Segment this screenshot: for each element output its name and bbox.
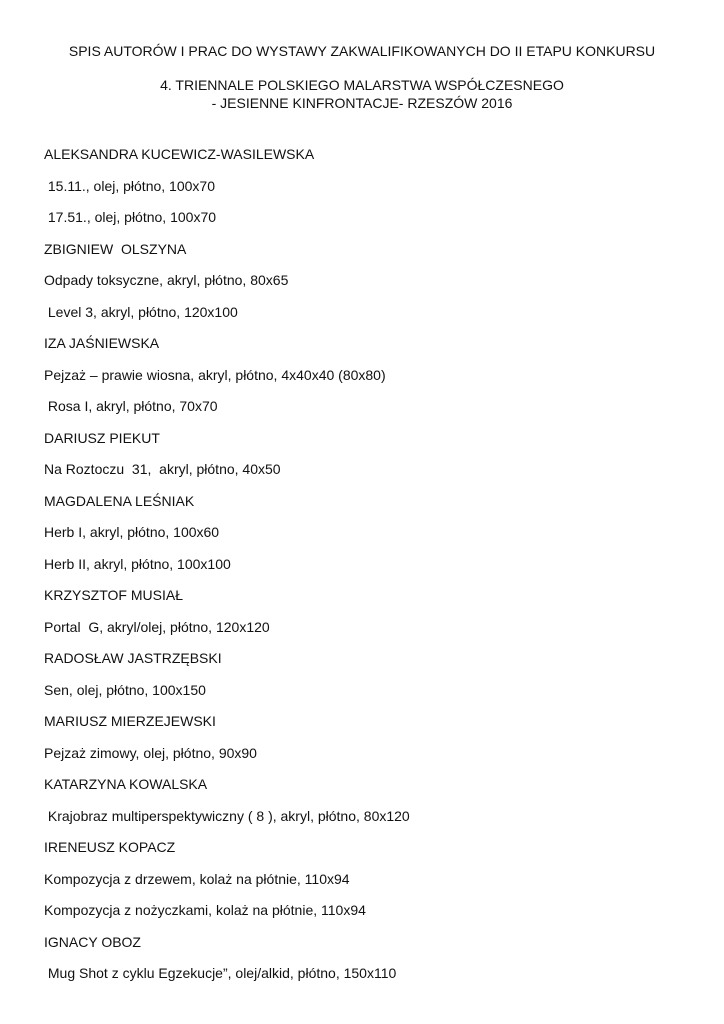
artwork-entry: Herb I, akryl, płótno, 100x60 — [44, 524, 220, 540]
artwork-entry: Na Roztoczu 31, akryl, płótno, 40x50 — [44, 461, 281, 477]
author-name: MAGDALENA LEŚNIAK — [44, 492, 195, 509]
document-subtitle-line2: - JESIENNE KINFRONTACJE- RZESZÓW 2016 — [211, 95, 513, 111]
author-name: RADOSŁAW JASTRZĘBSKI — [44, 650, 222, 666]
author-name: MARIUSZ MIERZEJEWSKI — [44, 713, 216, 729]
artwork-entry: Kompozycja z nożyczkami, kolaż na płótnie, 110x94 — [44, 902, 366, 918]
artwork-entry: Sen, olej, płótno, 100x150 — [44, 681, 206, 698]
artwork-entry: Pejzaż zimowy, olej, płótno, 90x90 — [44, 744, 257, 761]
author-name: IRENEUSZ KOPACZ — [44, 839, 176, 855]
author-name: DARIUSZ PIEKUT — [44, 429, 160, 446]
artwork-entry: 15.11., olej, płótno, 100x70 — [44, 177, 215, 194]
artwork-entry: Rosa I, akryl, płótno, 70x70 — [44, 398, 218, 414]
artwork-entry: Portal G, akryl/olej, płótno, 120x120 — [44, 618, 270, 635]
artwork-entry: Odpady toksyczne, akryl, płótno, 80x65 — [44, 272, 289, 288]
artwork-entry: Level 3, akryl, płótno, 120x100 — [44, 303, 238, 320]
entries-list — [44, 137, 704, 988]
artwork-entry: Krajobraz multiperspektywiczny ( 8 ), akryl, płótno, 80x120 — [44, 807, 410, 824]
artwork-entry: Pejzaż – prawie wiosna, akryl, płótno, 4x40x40 (80x80) — [44, 366, 386, 383]
author-name: ZBIGNIEW OLSZYNA — [44, 240, 187, 257]
author-name: IGNACY OBOZ — [44, 933, 141, 950]
author-name: ALEKSANDRA KUCEWICZ-WASILEWSKA — [44, 146, 315, 162]
author-name: KRZYSZTOF MUSIAŁ — [44, 587, 183, 603]
artwork-entry: Herb II, akryl, płótno, 100x100 — [44, 555, 231, 572]
author-name: KATARZYNA KOWALSKA — [44, 776, 208, 792]
document-subtitle: 4. TRIENNALE POLSKIEGO MALARSTWA WSPÓŁCZESNEGO — [160, 77, 564, 93]
artwork-entry: Kompozycja z drzewem, kolaż na płótnie, 110x94 — [44, 870, 350, 887]
author-name: IZA JAŚNIEWSKA — [44, 335, 160, 351]
artwork-entry: 17.51., olej, płótno, 100x70 — [44, 209, 217, 225]
artwork-entry: Mug Shot z cyklu Egzekucje”, olej/alkid, płótno, 150x110 — [44, 965, 397, 981]
document-title: SPIS AUTORÓW I PRAC DO WYSTAWY ZAKWALIFIKOWANYCH DO II ETAPU KONKURSU — [68, 43, 656, 59]
